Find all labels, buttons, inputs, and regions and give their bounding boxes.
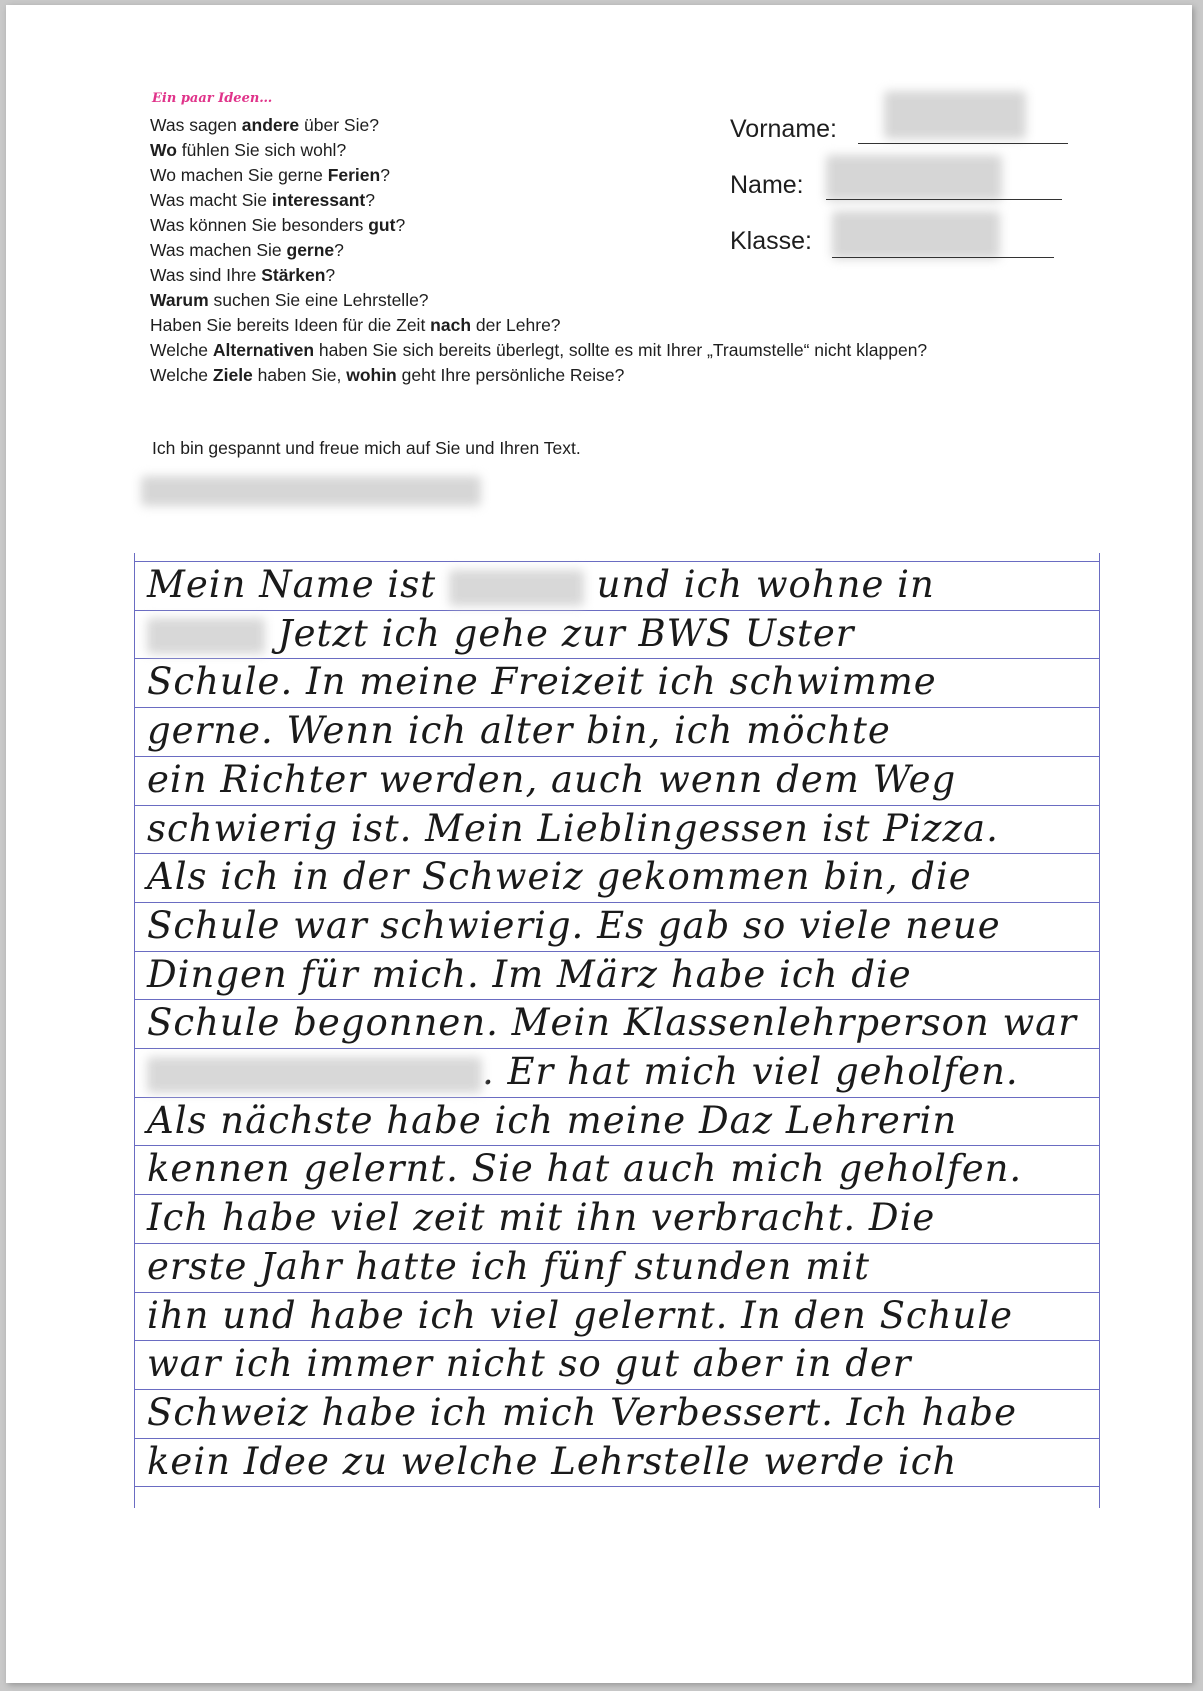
question-text: Was machen Sie [150, 240, 287, 260]
redacted-word [147, 618, 265, 654]
handwritten-line [147, 1440, 1093, 1484]
redacted-signature [141, 476, 481, 506]
handwritten-line [147, 709, 1093, 753]
handwritten-line [147, 807, 1093, 851]
question-line [150, 265, 335, 286]
question-text: suchen Sie eine Lehrstelle? [208, 290, 429, 310]
question-text: ? [334, 240, 344, 260]
ruled-line [135, 1048, 1099, 1049]
handwritten-text: . Er hat mich viel geholfen. [482, 1050, 1019, 1093]
name-label: Name: [730, 171, 804, 199]
question-text: haben Sie sich bereits überlegt, sollte es mit Ihrer „Traumstelle“ nicht klappen? [314, 340, 928, 360]
handwritten-line [147, 1001, 1093, 1045]
handwritten-line [147, 758, 1093, 802]
handwritten-line [147, 1196, 1093, 1240]
question-text: Was sind Ihre [150, 265, 262, 285]
handwritten-text: Jetzt ich gehe zur BWS Uster [265, 611, 855, 655]
question-text: Was sagen [150, 115, 242, 135]
handwritten-text: erste Jahr hatte ich fünf stunden mit [147, 1244, 870, 1288]
ruled-line [135, 999, 1099, 1000]
handwritten-line [147, 1147, 1093, 1191]
question-keyword: gerne [286, 240, 335, 260]
vorname-line [858, 143, 1068, 144]
question-line [150, 115, 379, 136]
handwritten-text: Ich habe viel zeit mit ihn verbracht. Die [147, 1196, 936, 1240]
handwritten-text: schwierig ist. Mein Lieblingessen ist Pizza. [147, 806, 999, 850]
handwritten-line [147, 1099, 1093, 1143]
ideas-title: Ein paar Ideen… [152, 91, 273, 106]
ruled-line [135, 756, 1099, 757]
question-keyword: nach [430, 315, 472, 335]
ruled-line [135, 1097, 1099, 1098]
handwritten-text: Dingen für mich. Im März habe ich die [147, 952, 912, 996]
handwritten-text: kein Idee zu welche Lehrstelle werde ich [147, 1439, 958, 1483]
question-keyword: wohin [346, 365, 397, 385]
closing-sentence: Ich bin gespannt und freue mich auf Sie und Ihren Text. [152, 438, 581, 458]
handwritten-line [147, 563, 1093, 607]
handwritten-text: Schule. In meine Freizeit ich schwimme [147, 660, 937, 704]
handwritten-text: Schweiz habe ich mich Verbessert. Ich habe [147, 1390, 1018, 1434]
handwriting-area [134, 553, 1100, 1508]
redacted-vorname [884, 91, 1026, 139]
ruled-line [135, 853, 1099, 854]
handwritten-line [147, 855, 1093, 899]
handwritten-text: gerne. Wenn ich alter bin, ich möchte [147, 709, 891, 753]
question-text: Was können Sie besonders [150, 215, 369, 235]
handwritten-text: ein Richter werden, auch wenn dem Weg [147, 757, 957, 801]
question-line [150, 215, 405, 236]
redacted-word [449, 570, 584, 606]
handwritten-text: Schule begonnen. Mein Klassenlehrperson war [147, 1001, 1077, 1045]
question-text: der Lehre? [471, 315, 561, 335]
name-line [826, 199, 1062, 200]
question-line [150, 315, 561, 336]
question-text: ? [395, 215, 406, 235]
question-text: Was macht Sie [150, 190, 272, 210]
handwritten-line [147, 1391, 1093, 1435]
question-text: Welche [150, 365, 213, 385]
ruled-line [135, 658, 1099, 659]
question-text: ? [365, 190, 375, 210]
question-line [150, 340, 927, 361]
question-text: Welche [150, 340, 213, 360]
question-text: Wo machen Sie gerne [150, 165, 328, 185]
handwritten-line [147, 612, 1093, 656]
ruled-line [135, 1486, 1099, 1487]
question-text: ? [380, 165, 390, 185]
question-text: geht Ihre persönliche Reise? [396, 365, 625, 385]
handwritten-text: Schule war schwierig. Es gab so viele neue [147, 903, 1001, 947]
ruled-line [135, 1292, 1099, 1293]
ruled-line [135, 1145, 1099, 1146]
question-keyword: gut [368, 215, 396, 235]
question-text: haben Sie, [252, 365, 347, 385]
ruled-line [135, 610, 1099, 611]
ruled-line [135, 805, 1099, 806]
question-keyword: Ferien [327, 165, 381, 185]
ruled-line [135, 902, 1099, 903]
vorname-label: Vorname: [730, 115, 838, 143]
question-keyword: Stärken [261, 265, 326, 285]
handwritten-line [147, 953, 1093, 997]
handwritten-text: ihn und habe ich viel gelernt. In den Schule [147, 1293, 1014, 1337]
ruled-line [135, 1243, 1099, 1244]
handwritten-line [147, 660, 1093, 704]
question-keyword: Warum [150, 290, 209, 310]
handwritten-text: Mein Name ist [147, 563, 449, 606]
question-line [150, 140, 346, 161]
ruled-line [135, 1194, 1099, 1195]
ruled-line [135, 1389, 1099, 1390]
question-text: ? [325, 265, 336, 285]
redacted-klasse [832, 211, 1000, 259]
handwritten-text: Als nächste habe ich meine Daz Lehrerin [147, 1098, 958, 1142]
question-keyword: Ziele [212, 365, 253, 385]
question-keyword: Alternativen [212, 340, 315, 360]
question-keyword: Wo [150, 140, 177, 160]
document-page [6, 5, 1192, 1683]
handwritten-line [147, 1050, 1093, 1094]
handwritten-line [147, 904, 1093, 948]
handwritten-line [147, 1245, 1093, 1289]
ruled-line [135, 561, 1099, 562]
question-text: Haben Sie bereits Ideen für die Zeit [150, 315, 431, 335]
question-text: fühlen Sie sich wohl? [176, 140, 347, 160]
handwritten-text: und ich wohne in [583, 563, 935, 606]
question-line [150, 290, 429, 311]
klasse-line [832, 257, 1054, 258]
question-keyword: interessant [271, 190, 366, 210]
question-line [150, 365, 624, 386]
question-line [150, 240, 344, 261]
handwritten-text: war ich immer nicht so gut aber in der [147, 1342, 912, 1386]
handwritten-text: Als ich in der Schweiz gekommen bin, die [147, 855, 972, 899]
redacted-name [826, 155, 1002, 201]
question-keyword: andere [241, 115, 300, 135]
klasse-label: Klasse: [730, 227, 812, 255]
handwritten-line [147, 1294, 1093, 1338]
ruled-line [135, 951, 1099, 952]
question-line [150, 190, 375, 211]
ruled-line [135, 1438, 1099, 1439]
ruled-line [135, 1340, 1099, 1341]
ruled-line [135, 707, 1099, 708]
question-text: über Sie? [299, 115, 379, 135]
question-line [150, 165, 390, 186]
handwritten-text: kennen gelernt. Sie hat auch mich geholfen. [147, 1147, 1023, 1191]
redacted-word [147, 1057, 482, 1093]
handwritten-line [147, 1342, 1093, 1386]
